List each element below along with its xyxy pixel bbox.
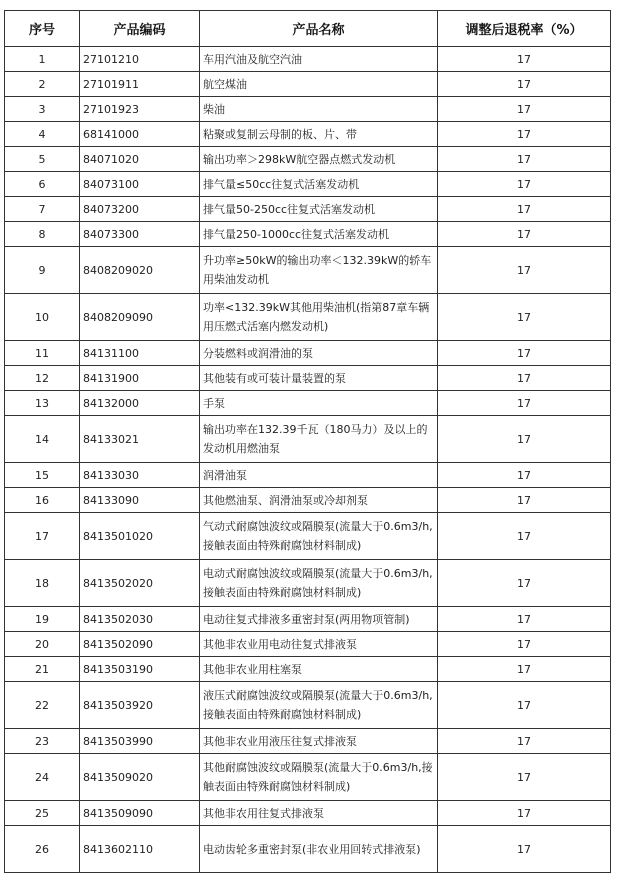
cell-product-code: 84131900	[80, 366, 200, 391]
cell-serial-number: 6	[5, 172, 80, 197]
cell-rebate-rate: 17	[438, 632, 611, 657]
cell-product-name: 其他燃油泵、润滑油泵或冷却剂泵	[200, 488, 438, 513]
table-row	[5, 463, 611, 488]
cell-serial-number: 8	[5, 222, 80, 247]
cell-rebate-rate: 17	[438, 826, 611, 873]
table-header-row	[5, 11, 611, 47]
table-row	[5, 97, 611, 122]
cell-rebate-rate: 17	[438, 801, 611, 826]
cell-product-code: 8413509090	[80, 801, 200, 826]
table-row	[5, 391, 611, 416]
cell-product-code: 84133021	[80, 416, 200, 463]
cell-serial-number: 25	[5, 801, 80, 826]
cell-product-name: 其他非农业用液压往复式排液泵	[200, 729, 438, 754]
cell-rebate-rate: 17	[438, 560, 611, 607]
cell-rebate-rate: 17	[438, 247, 611, 294]
cell-product-code: 8408209090	[80, 294, 200, 341]
cell-product-code: 84133030	[80, 463, 200, 488]
table-row	[5, 197, 611, 222]
header-adjusted-rebate-rate: 调整后退税率（%）	[438, 11, 611, 47]
cell-serial-number: 23	[5, 729, 80, 754]
cell-product-code: 84073100	[80, 172, 200, 197]
cell-rebate-rate: 17	[438, 122, 611, 147]
cell-rebate-rate: 17	[438, 391, 611, 416]
table-row	[5, 72, 611, 97]
cell-product-code: 8413602110	[80, 826, 200, 873]
cell-rebate-rate: 17	[438, 513, 611, 560]
cell-serial-number: 24	[5, 754, 80, 801]
cell-product-name: 气动式耐腐蚀波纹或隔膜泵(流量大于0.6m3/h,接触表面由特殊耐腐蚀材料制成)	[200, 513, 438, 560]
cell-product-code: 8413501020	[80, 513, 200, 560]
cell-product-name: 航空煤油	[200, 72, 438, 97]
cell-serial-number: 20	[5, 632, 80, 657]
table-row	[5, 247, 611, 294]
cell-product-name: 车用汽油及航空汽油	[200, 47, 438, 72]
table-row	[5, 488, 611, 513]
cell-serial-number: 18	[5, 560, 80, 607]
cell-rebate-rate: 17	[438, 294, 611, 341]
table-row	[5, 222, 611, 247]
cell-product-code: 27101923	[80, 97, 200, 122]
cell-serial-number: 21	[5, 657, 80, 682]
cell-product-name: 分装燃料或润滑油的泵	[200, 341, 438, 366]
cell-product-name: 其他非农用往复式排液泵	[200, 801, 438, 826]
tax-rebate-table	[4, 10, 611, 873]
table-row	[5, 172, 611, 197]
cell-rebate-rate: 17	[438, 463, 611, 488]
cell-serial-number: 2	[5, 72, 80, 97]
cell-product-name: 排气量≤50cc往复式活塞发动机	[200, 172, 438, 197]
cell-serial-number: 4	[5, 122, 80, 147]
table-row	[5, 560, 611, 607]
table-row	[5, 632, 611, 657]
cell-rebate-rate: 17	[438, 147, 611, 172]
cell-rebate-rate: 17	[438, 197, 611, 222]
cell-rebate-rate: 17	[438, 729, 611, 754]
cell-serial-number: 11	[5, 341, 80, 366]
table-row	[5, 682, 611, 729]
cell-serial-number: 7	[5, 197, 80, 222]
cell-product-code: 84132000	[80, 391, 200, 416]
cell-product-name: 柴油	[200, 97, 438, 122]
table-row	[5, 607, 611, 632]
cell-rebate-rate: 17	[438, 657, 611, 682]
table-row	[5, 416, 611, 463]
cell-product-code: 8413502090	[80, 632, 200, 657]
cell-rebate-rate: 17	[438, 607, 611, 632]
cell-serial-number: 16	[5, 488, 80, 513]
cell-product-name: 粘聚或复制云母制的板、片、带	[200, 122, 438, 147]
cell-rebate-rate: 17	[438, 47, 611, 72]
cell-product-name: 排气量250-1000cc往复式活塞发动机	[200, 222, 438, 247]
cell-product-code: 27101911	[80, 72, 200, 97]
table-row	[5, 147, 611, 172]
cell-serial-number: 26	[5, 826, 80, 873]
cell-product-name: 其他装有或可装计量装置的泵	[200, 366, 438, 391]
cell-product-code: 8413509020	[80, 754, 200, 801]
cell-product-name: 其他非农业用柱塞泵	[200, 657, 438, 682]
table-row	[5, 47, 611, 72]
table-row	[5, 513, 611, 560]
table-row	[5, 729, 611, 754]
cell-product-name: 液压式耐腐蚀波纹或隔膜泵(流量大于0.6m3/h,接触表面由特殊耐腐蚀材料制成)	[200, 682, 438, 729]
table-row	[5, 366, 611, 391]
table-row	[5, 294, 611, 341]
table-row	[5, 341, 611, 366]
cell-rebate-rate: 17	[438, 366, 611, 391]
cell-product-name: 输出功率＞298kW航空器点燃式发动机	[200, 147, 438, 172]
cell-product-name: 电动式耐腐蚀波纹或隔膜泵(流量大于0.6m3/h,接触表面由特殊耐腐蚀材料制成)	[200, 560, 438, 607]
cell-product-name: 其他非农业用电动往复式排液泵	[200, 632, 438, 657]
cell-product-code: 84071020	[80, 147, 200, 172]
cell-rebate-rate: 17	[438, 222, 611, 247]
cell-rebate-rate: 17	[438, 341, 611, 366]
table-row	[5, 657, 611, 682]
cell-product-name: 电动齿轮多重密封泵(非农业用回转式排液泵)	[200, 826, 438, 873]
cell-product-name: 手泵	[200, 391, 438, 416]
cell-product-code: 8413503920	[80, 682, 200, 729]
cell-serial-number: 3	[5, 97, 80, 122]
cell-product-name: 电动往复式排液多重密封泵(两用物项管制)	[200, 607, 438, 632]
cell-product-code: 84073200	[80, 197, 200, 222]
cell-rebate-rate: 17	[438, 488, 611, 513]
cell-serial-number: 5	[5, 147, 80, 172]
cell-product-code: 84131100	[80, 341, 200, 366]
cell-serial-number: 9	[5, 247, 80, 294]
cell-product-code: 84073300	[80, 222, 200, 247]
header-product-name: 产品名称	[200, 11, 438, 47]
cell-serial-number: 1	[5, 47, 80, 72]
cell-product-name: 功率<132.39kW其他用柴油机(指第87章车辆用压燃式活塞内燃发动机)	[200, 294, 438, 341]
cell-product-code: 84133090	[80, 488, 200, 513]
cell-product-name: 其他耐腐蚀波纹或隔膜泵(流量大于0.6m3/h,接触表面由特殊耐腐蚀材料制成)	[200, 754, 438, 801]
cell-product-name: 润滑油泵	[200, 463, 438, 488]
cell-product-name: 升功率≥50kW的输出功率＜132.39kW的轿车用柴油发动机	[200, 247, 438, 294]
cell-serial-number: 19	[5, 607, 80, 632]
cell-serial-number: 14	[5, 416, 80, 463]
cell-rebate-rate: 17	[438, 682, 611, 729]
cell-product-code: 27101210	[80, 47, 200, 72]
table-row	[5, 826, 611, 873]
cell-serial-number: 17	[5, 513, 80, 560]
cell-product-code: 8413502020	[80, 560, 200, 607]
table-row	[5, 754, 611, 801]
cell-product-code: 8413503990	[80, 729, 200, 754]
cell-product-name: 输出功率在132.39千瓦（180马力）及以上的发动机用燃油泵	[200, 416, 438, 463]
cell-rebate-rate: 17	[438, 416, 611, 463]
cell-serial-number: 13	[5, 391, 80, 416]
cell-rebate-rate: 17	[438, 72, 611, 97]
cell-serial-number: 22	[5, 682, 80, 729]
cell-product-code: 8413502030	[80, 607, 200, 632]
cell-product-code: 8413503190	[80, 657, 200, 682]
header-product-code: 产品编码	[80, 11, 200, 47]
cell-serial-number: 12	[5, 366, 80, 391]
table-row	[5, 801, 611, 826]
cell-product-name: 排气量50-250cc往复式活塞发动机	[200, 197, 438, 222]
cell-rebate-rate: 17	[438, 172, 611, 197]
cell-serial-number: 10	[5, 294, 80, 341]
header-serial-number: 序号	[5, 11, 80, 47]
cell-rebate-rate: 17	[438, 97, 611, 122]
cell-serial-number: 15	[5, 463, 80, 488]
table-row	[5, 122, 611, 147]
cell-rebate-rate: 17	[438, 754, 611, 801]
cell-product-code: 68141000	[80, 122, 200, 147]
cell-product-code: 8408209020	[80, 247, 200, 294]
